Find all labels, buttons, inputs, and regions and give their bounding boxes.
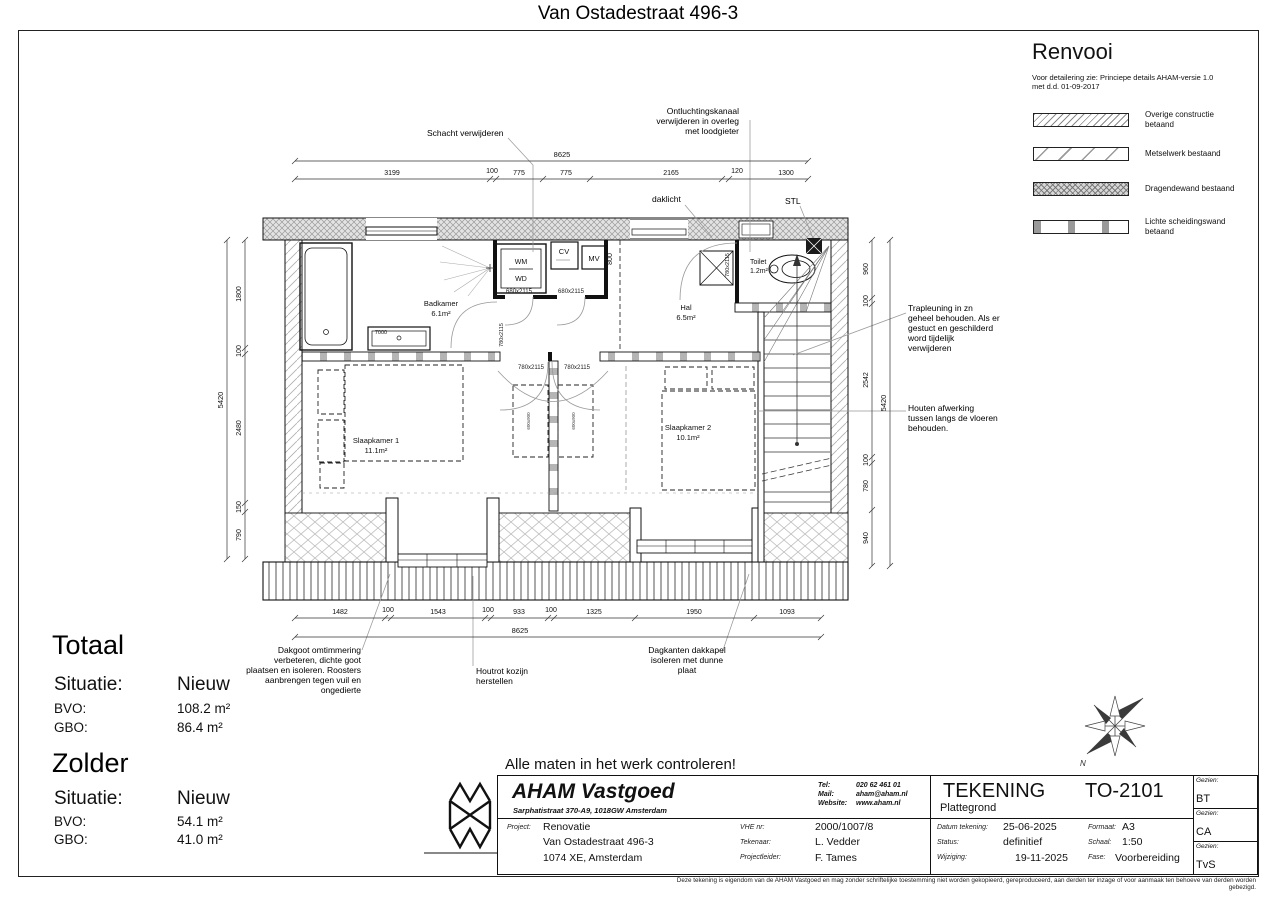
project-label: Project: bbox=[507, 824, 531, 831]
legend-swatch-overige bbox=[1033, 113, 1129, 127]
door-label: 780x2115 bbox=[518, 365, 544, 371]
svg-text:1543: 1543 bbox=[430, 609, 446, 616]
tekenaar-value: L. Vedder bbox=[815, 836, 860, 848]
gezien-label: Gezien: bbox=[1196, 843, 1219, 850]
svg-text:120: 120 bbox=[731, 168, 743, 175]
totaal-bvo: BVO: 108.2 m² bbox=[54, 701, 231, 716]
fixture-code: 7000 bbox=[374, 330, 388, 336]
svg-text:11.1m²: 11.1m² bbox=[364, 446, 388, 455]
project-line2: Van Ostadestraat 496-3 bbox=[543, 836, 654, 848]
svg-text:2480: 2480 bbox=[236, 420, 243, 436]
legend-swatch-scheidingswand bbox=[1033, 220, 1129, 234]
svg-text:780: 780 bbox=[863, 480, 870, 492]
drawing-type: Plattegrond bbox=[940, 802, 997, 814]
svg-text:5420: 5420 bbox=[216, 391, 225, 409]
room-toilet: Toilet bbox=[750, 259, 767, 266]
schaal-value: 1:50 bbox=[1122, 836, 1143, 848]
svg-text:933: 933 bbox=[513, 609, 525, 616]
schaal-label: Schaal: bbox=[1088, 839, 1112, 846]
door-label: 680x2115 bbox=[558, 289, 584, 295]
svg-text:100: 100 bbox=[863, 454, 870, 466]
legend-item: Metselwerk bestaand bbox=[1033, 147, 1237, 161]
totals-title-totaal: Totaal bbox=[52, 630, 125, 660]
projectleider-label: Projectleider: bbox=[740, 854, 781, 861]
svg-text:800: 800 bbox=[607, 253, 614, 265]
svg-text:8625: 8625 bbox=[553, 150, 571, 159]
gezien-value: BT bbox=[1196, 793, 1211, 805]
svg-text:150: 150 bbox=[236, 501, 243, 513]
tekening-label: TEKENING bbox=[943, 780, 1046, 802]
svg-text:6.1m²: 6.1m² bbox=[431, 309, 451, 318]
legend-swatch-dragendewand bbox=[1033, 182, 1129, 196]
svg-text:100: 100 bbox=[382, 607, 394, 614]
gezien-label: Gezien: bbox=[1196, 810, 1219, 817]
annotation-daklicht: daklicht bbox=[652, 194, 681, 204]
tekening-number: TO-2101 bbox=[1085, 780, 1164, 802]
svg-text:600x900: 600x900 bbox=[571, 412, 576, 430]
totaal-gbo: GBO: 86.4 m² bbox=[54, 720, 223, 735]
totaal-situatie: Situatie: Nieuw bbox=[54, 674, 230, 695]
legend-note: Voor detailering zie: Princiepe details AHAM-versie 1.0 met d.d. 01-09-2017 bbox=[1032, 73, 1214, 92]
zolder-situatie: Situatie: Nieuw bbox=[54, 788, 230, 809]
company-address: Sarphatistraat 370-A9, 1018GW Amsterdam bbox=[513, 806, 667, 815]
bed-1 bbox=[345, 365, 463, 461]
door-swings bbox=[440, 243, 737, 410]
door-label: 680x2115 bbox=[506, 289, 532, 295]
company-name: AHAM Vastgoed bbox=[512, 780, 675, 803]
door-label: 780x2115 bbox=[564, 365, 590, 371]
washer-dryer bbox=[496, 244, 546, 293]
svg-text:2165: 2165 bbox=[663, 170, 679, 177]
gezien-value: TvS bbox=[1196, 859, 1216, 871]
room-slaapkamer1: Slaapkamer 1 bbox=[352, 436, 400, 445]
svg-text:5420: 5420 bbox=[879, 394, 888, 412]
door-label: 780x2115 bbox=[725, 253, 731, 277]
website-value: www.aham.nl bbox=[856, 800, 901, 807]
staircase bbox=[762, 246, 832, 502]
svg-text:790: 790 bbox=[236, 529, 243, 541]
annotation-stl: STL bbox=[785, 196, 801, 206]
mail-label: Mail: bbox=[818, 791, 834, 798]
svg-text:100: 100 bbox=[486, 168, 498, 175]
annotation-dagkanten: Dagkanten dakkapel isoleren met dunne plaat bbox=[648, 645, 726, 676]
legend-swatch-metselwerk bbox=[1033, 147, 1129, 161]
legend-item: Dragendewand bestaand bbox=[1033, 182, 1237, 196]
compass-rose bbox=[1080, 696, 1145, 768]
svg-text:1093: 1093 bbox=[779, 609, 795, 616]
dormer-window-left bbox=[398, 554, 487, 567]
status-value: definitief bbox=[1003, 836, 1043, 848]
website-label: Website: bbox=[818, 800, 848, 807]
annotation-houten: Houten afwerking tussen langs de vloeren behouden. bbox=[908, 403, 998, 434]
datum-label: Datum tekening: bbox=[937, 824, 988, 831]
legend-item: Overige constructie betaand bbox=[1033, 110, 1237, 129]
zolder-bvo: BVO: 54.1 m² bbox=[54, 814, 223, 829]
mv-label: MV bbox=[588, 254, 600, 263]
bathtub bbox=[300, 243, 352, 350]
project-line3: 1074 XE, Amsterdam bbox=[543, 852, 643, 864]
svg-text:100: 100 bbox=[236, 345, 243, 357]
dormer-window-right bbox=[637, 540, 752, 553]
aham-logo bbox=[450, 784, 490, 847]
gezien-value: CA bbox=[1196, 826, 1212, 838]
page-title: Van Ostadestraat 496-3 bbox=[537, 3, 739, 24]
wm-label: WM bbox=[514, 259, 528, 266]
project-line1: Renovatie bbox=[543, 821, 591, 833]
tel-value: 020 62 461 01 bbox=[856, 782, 901, 789]
legend-title: Renvooi bbox=[1032, 39, 1113, 64]
projectleider-value: F. Tames bbox=[815, 852, 857, 864]
zolder-gbo: GBO: 41.0 m² bbox=[54, 832, 223, 847]
svg-text:960: 960 bbox=[863, 263, 870, 275]
wd-label: WD bbox=[515, 276, 527, 283]
gezien-label: Gezien: bbox=[1196, 777, 1219, 784]
check-note: Alle maten in het werk controleren! bbox=[505, 756, 736, 773]
status-label: Status: bbox=[937, 839, 959, 846]
svg-text:2542: 2542 bbox=[863, 372, 870, 388]
svg-text:1482: 1482 bbox=[332, 609, 348, 616]
svg-text:775: 775 bbox=[560, 170, 572, 177]
annotation-ontluchting: Ontluchtingskanaal verwijderen in overleg met loodgieter bbox=[656, 106, 739, 137]
tel-label: Tel: bbox=[818, 782, 831, 789]
datum-value: 25-06-2025 bbox=[1003, 821, 1057, 833]
annotation-houtrot: Houtrot kozijn herstellen bbox=[476, 666, 528, 687]
svg-text:1.2m²: 1.2m² bbox=[750, 268, 768, 275]
annotation-schacht: Schacht verwijderen bbox=[427, 128, 504, 138]
formaat-label: Formaat: bbox=[1088, 824, 1117, 831]
cv-label: CV bbox=[558, 247, 570, 256]
annotation-dakgoot: Dakgoot omtimmering verbeteren, dichte goot plaatsen en isoleren. Roosters aanbrengen tegen vuil en ongedierte bbox=[246, 645, 361, 696]
north-label: N bbox=[1080, 759, 1086, 768]
svg-text:100: 100 bbox=[863, 295, 870, 307]
tekenaar-label: Tekenaar: bbox=[740, 839, 771, 846]
svg-text:3199: 3199 bbox=[384, 170, 400, 177]
mail-value: aham@aham.nl bbox=[856, 791, 908, 798]
door-label: 780x2115 bbox=[499, 323, 505, 347]
svg-text:6.5m²: 6.5m² bbox=[676, 313, 696, 322]
vhe-label: VHE nr: bbox=[740, 824, 765, 831]
svg-text:10.1m²: 10.1m² bbox=[676, 433, 700, 442]
annotation-trapleuning: Trapleuning in zn geheel behouden. Als er gestuct en geschilderd word tijdelijk verwijderen bbox=[908, 303, 1000, 354]
disclaimer: Deze tekening is eigendom van de AHAM Vastgoed en mag zonder schriftelijke toestemming niet worden gekopieerd, gereproduceerd, aan derden ter inzage of voor aanmaak ten behoeve van derden worden gebezigd. bbox=[676, 877, 1256, 891]
wijziging-label: Wijziging: bbox=[937, 854, 967, 861]
svg-text:600x900: 600x900 bbox=[526, 412, 531, 430]
svg-text:1950: 1950 bbox=[686, 609, 702, 616]
totals-title-zolder: Zolder bbox=[52, 748, 129, 778]
fase-value: Voorbereiding bbox=[1115, 852, 1180, 864]
room-badkamer: Badkamer bbox=[423, 299, 459, 308]
svg-text:8625: 8625 bbox=[511, 626, 529, 635]
svg-text:1325: 1325 bbox=[586, 609, 602, 616]
svg-text:100: 100 bbox=[545, 607, 557, 614]
formaat-value: A3 bbox=[1122, 821, 1135, 833]
svg-text:1800: 1800 bbox=[236, 286, 243, 302]
svg-text:940: 940 bbox=[863, 532, 870, 544]
fase-label: Fase: bbox=[1088, 854, 1106, 861]
svg-text:775: 775 bbox=[513, 170, 525, 177]
svg-text:100: 100 bbox=[482, 607, 494, 614]
roof-edge bbox=[263, 562, 848, 600]
svg-text:1300: 1300 bbox=[778, 170, 794, 177]
vhe-value: 2000/1007/8 bbox=[815, 821, 874, 833]
room-slaapkamer2: Slaapkamer 2 bbox=[664, 423, 712, 432]
room-hal: Hal bbox=[680, 303, 692, 312]
walls bbox=[263, 218, 848, 600]
legend-item: Lichte scheidingswand betaand bbox=[1033, 217, 1237, 236]
wijziging-value: 19-11-2025 bbox=[1015, 852, 1068, 864]
